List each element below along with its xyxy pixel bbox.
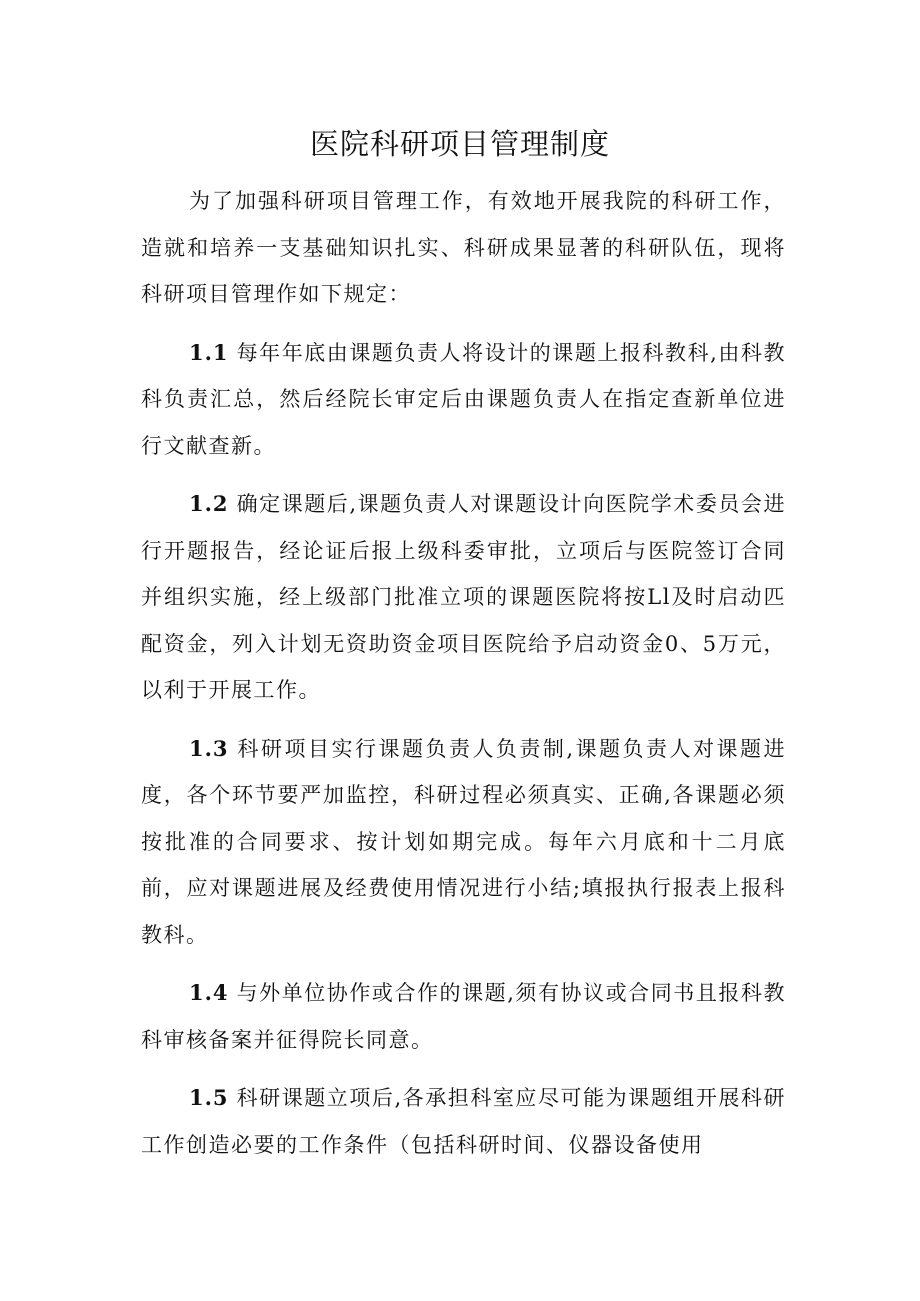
clause-1-3: [141, 726, 786, 959]
clause-number: 1.4: [189, 980, 229, 1005]
clause-1-4: [141, 970, 786, 1063]
clause-1-1: [141, 330, 786, 470]
clause-text: 科研课题立项后,各承担科室应尽可能为课题组开展科研工作创造必要的工作条件（包括科研时间、仪器设备使用: [141, 1086, 786, 1157]
document-title: 医院科研项目管理制度: [309, 127, 610, 161]
clause-number: 1.2: [189, 491, 229, 516]
document-body: [141, 178, 786, 1180]
clause-text: 科研项目实行课题负责人负责制,课题负责人对课题进度，各个环节要严加监控，科研过程必须真实、正确,各课题必须按批准的合同要求、按计划如期完成。每年六月底和十二月底前，应对课题进展及经费使用情况进行小结;填报执行报表上报科教科。: [141, 736, 786, 947]
intro-paragraph: 为了加强科研项目管理工作，有效地开展我院的科研工作，造就和培养一支基础知识扎实、科研成果显著的科研队伍，现将科研项目管理作如下规定：: [141, 189, 786, 306]
clause-number: 1.1: [189, 339, 229, 365]
clause-text: 确定课题后,课题负责人对课题设计向医院学术委员会进行开题报告，经论证后报上级科委审批，立项后与医院签订合同并组织实施，经上级部门批准立项的课题医院将按Ll及时启动匹配资金，列入计划无资助资金项目医院给予启动资金0、5万元，以利于开展工作。: [141, 492, 786, 702]
clause-text: 每年年底由课题负责人将设计的课题上报科教科,由科教科负责汇总，然后经院长审定后由课题负责人在指定查新单位进行文献查新。: [141, 340, 786, 458]
clause-1-5: [141, 1075, 786, 1168]
clause-1-2: [141, 481, 786, 714]
clause-number: 1.5: [189, 1085, 229, 1110]
clause-number: 1.3: [189, 735, 229, 761]
clause-text: 与外单位协作或合作的课题,须有协议或合同书且报科教科审核备案并征得院长同意。: [141, 981, 786, 1052]
